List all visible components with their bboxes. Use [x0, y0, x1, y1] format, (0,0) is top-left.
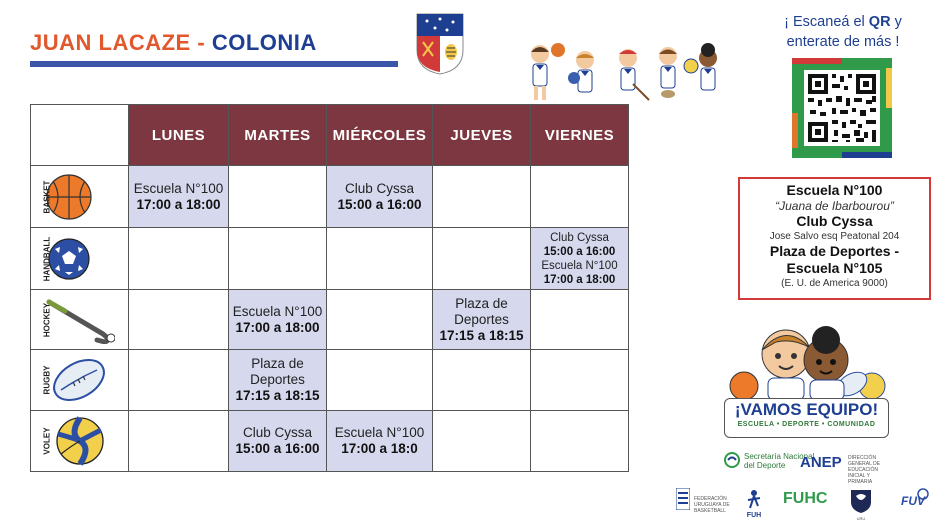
title-dash: - — [197, 30, 206, 55]
vamos-equipo-banner — [724, 398, 889, 438]
venue-3-address: (E. U. de America 9000) — [781, 278, 888, 289]
corner-cell — [31, 105, 129, 166]
city-name: JUAN LACAZE — [30, 30, 191, 55]
campaign-subtitle: ESCUELA • DEPORTE • COMUNIDAD — [737, 421, 876, 428]
city-crest-icon — [415, 12, 465, 76]
schedule-table — [30, 104, 629, 472]
slot-time: 15:00 a 16:00 — [543, 245, 616, 258]
day-header-miercoles: MIÉRCOLES — [327, 105, 433, 166]
header-row — [31, 105, 629, 166]
sport-label: HOCKEY — [42, 302, 52, 337]
slot-rugby-martes — [229, 350, 327, 411]
fubb-label: FEDERACIÓN URUGUAYA DE BASKETBALL — [694, 496, 730, 514]
venue-2-address: Jose Salvo esq Peatonal 204 — [769, 231, 900, 242]
federation-logo-uru — [848, 488, 874, 521]
basketball-icon — [45, 173, 93, 221]
slot-basket-lunes — [129, 166, 229, 228]
slot-basket-martes — [229, 166, 327, 228]
sport-label: HANDBALL — [42, 236, 52, 281]
qr-code-icon[interactable] — [792, 58, 892, 158]
table-row-voley — [31, 411, 629, 472]
slot-time: 17:15 a 18:15 — [439, 327, 524, 343]
volleyball-icon — [55, 416, 105, 466]
day-header-jueves: JUEVES — [433, 105, 531, 166]
sport-label: BASKET — [42, 180, 52, 213]
slot-venue: Escuela N°100 — [133, 180, 224, 196]
venue-3-name-a: Plaza de Deportes - — [769, 243, 900, 259]
venue-3-name-b: Escuela N°105 — [786, 260, 883, 276]
slot-time: 17:00 a 18:0 — [341, 441, 418, 456]
secretaria-logo-icon — [724, 452, 740, 468]
slot-handball-lunes — [129, 228, 229, 290]
anep-logo: ANEP — [800, 454, 842, 471]
venue-1-subtitle: “Juana de Ibarbourou” — [775, 199, 894, 213]
fuh-label: FUH — [746, 512, 762, 519]
qr-line1-pre: ¡ Escaneá el — [784, 14, 869, 30]
slot-voley-miercoles — [327, 411, 433, 472]
slot-venue: Club Cyssa — [242, 425, 313, 440]
slot-handball-jueves — [433, 228, 531, 290]
sport-label: RUGBY — [42, 365, 52, 395]
sport-cell-handball — [31, 228, 129, 290]
page-title — [30, 30, 317, 56]
federation-logo-fuh — [742, 488, 766, 519]
slot-voley-lunes — [129, 411, 229, 472]
slot-basket-viernes — [531, 166, 629, 228]
day-header-lunes: LUNES — [129, 105, 229, 166]
slot-hockey-martes — [229, 290, 327, 350]
handball-icon — [47, 237, 91, 281]
campaign-title: ¡VAMOS EQUIPO! — [734, 400, 879, 419]
title-underline — [30, 61, 398, 67]
kids-illustration-icon — [525, 40, 735, 110]
qr-line1-post: y — [890, 14, 902, 30]
slot-time: 15:00 a 16:00 — [235, 441, 320, 456]
sport-cell-hockey — [31, 290, 129, 350]
slot-venue-b: Deportes — [250, 372, 305, 387]
table-row-hockey — [31, 290, 629, 350]
sport-cell-rugby — [31, 350, 129, 411]
fuh-logo-icon — [744, 488, 764, 510]
venue-info-box — [738, 177, 931, 300]
slot-venue: Club Cyssa — [550, 231, 609, 244]
slot-venue: Escuela N°100 — [334, 425, 425, 440]
table-row-rugby — [31, 350, 629, 411]
slot-time-2: 17:00 a 18:00 — [543, 273, 616, 286]
slot-basket-miercoles — [327, 166, 433, 228]
day-header-martes: MARTES — [229, 105, 327, 166]
slot-basket-jueves — [433, 166, 531, 228]
slot-time: 17:15 a 18:15 — [235, 388, 320, 403]
slot-voley-martes — [229, 411, 327, 472]
federation-logo-fubb — [676, 488, 734, 514]
uru-label: URU — [856, 516, 866, 521]
slot-venue-b: Deportes — [454, 311, 509, 327]
table-row-handball — [31, 228, 629, 290]
qr-line1-bold: QR — [868, 14, 891, 30]
sport-label: VOLEY — [42, 427, 52, 455]
slot-rugby-lunes — [129, 350, 229, 411]
slot-time: 17:00 a 18:00 — [235, 319, 320, 335]
secretaria-line1: Secretaría Nacional — [744, 452, 815, 461]
slot-handball-miercoles — [327, 228, 433, 290]
uru-logo-icon — [849, 488, 873, 514]
fuhc-label: FUHC — [783, 490, 828, 507]
slot-venue: Plaza de — [251, 356, 304, 371]
rugby-ball-icon — [51, 356, 107, 404]
slot-voley-viernes — [531, 411, 629, 472]
slot-hockey-jueves — [433, 290, 531, 350]
hockey-stick-icon — [45, 296, 115, 344]
anep-subtitle: DIRECCIÓN GENERAL DE EDUCACIÓN INICIAL Y PRIMARIA — [848, 455, 881, 485]
table-row-basket — [31, 166, 629, 228]
venue-2-name: Club Cyssa — [796, 213, 873, 229]
province-name: COLONIA — [211, 30, 317, 55]
fuv-label: FUV — [901, 494, 925, 508]
qr-instructions — [768, 12, 918, 52]
slot-venue: Escuela N°100 — [232, 303, 323, 319]
slot-venue: Plaza de — [455, 295, 508, 311]
fuhc-logo-icon — [783, 488, 827, 510]
slot-venue-2: Escuela N°100 — [541, 259, 618, 272]
federation-logo-fuv — [893, 488, 933, 508]
slot-rugby-viernes — [531, 350, 629, 411]
slot-handball-viernes — [531, 228, 629, 290]
secretaria-line2: del Deporte — [744, 461, 786, 470]
slot-time: 15:00 a 16:00 — [337, 196, 422, 212]
slot-rugby-jueves — [433, 350, 531, 411]
slot-voley-jueves — [433, 411, 531, 472]
slot-handball-martes — [229, 228, 327, 290]
fubb-logo-icon — [676, 488, 690, 510]
slot-rugby-miercoles — [327, 350, 433, 411]
sport-cell-voley — [31, 411, 129, 472]
slot-hockey-viernes — [531, 290, 629, 350]
qr-line2: enterate de más ! — [786, 34, 900, 50]
sport-cell-basket — [31, 166, 129, 228]
federation-logo-fuhc — [783, 488, 827, 510]
venue-1-name: Escuela N°100 — [786, 182, 883, 198]
slot-hockey-lunes — [129, 290, 229, 350]
slot-hockey-miercoles — [327, 290, 433, 350]
slot-venue: Club Cyssa — [344, 180, 415, 196]
slot-time: 17:00 a 18:00 — [136, 196, 221, 212]
day-header-viernes: VIERNES — [531, 105, 629, 166]
